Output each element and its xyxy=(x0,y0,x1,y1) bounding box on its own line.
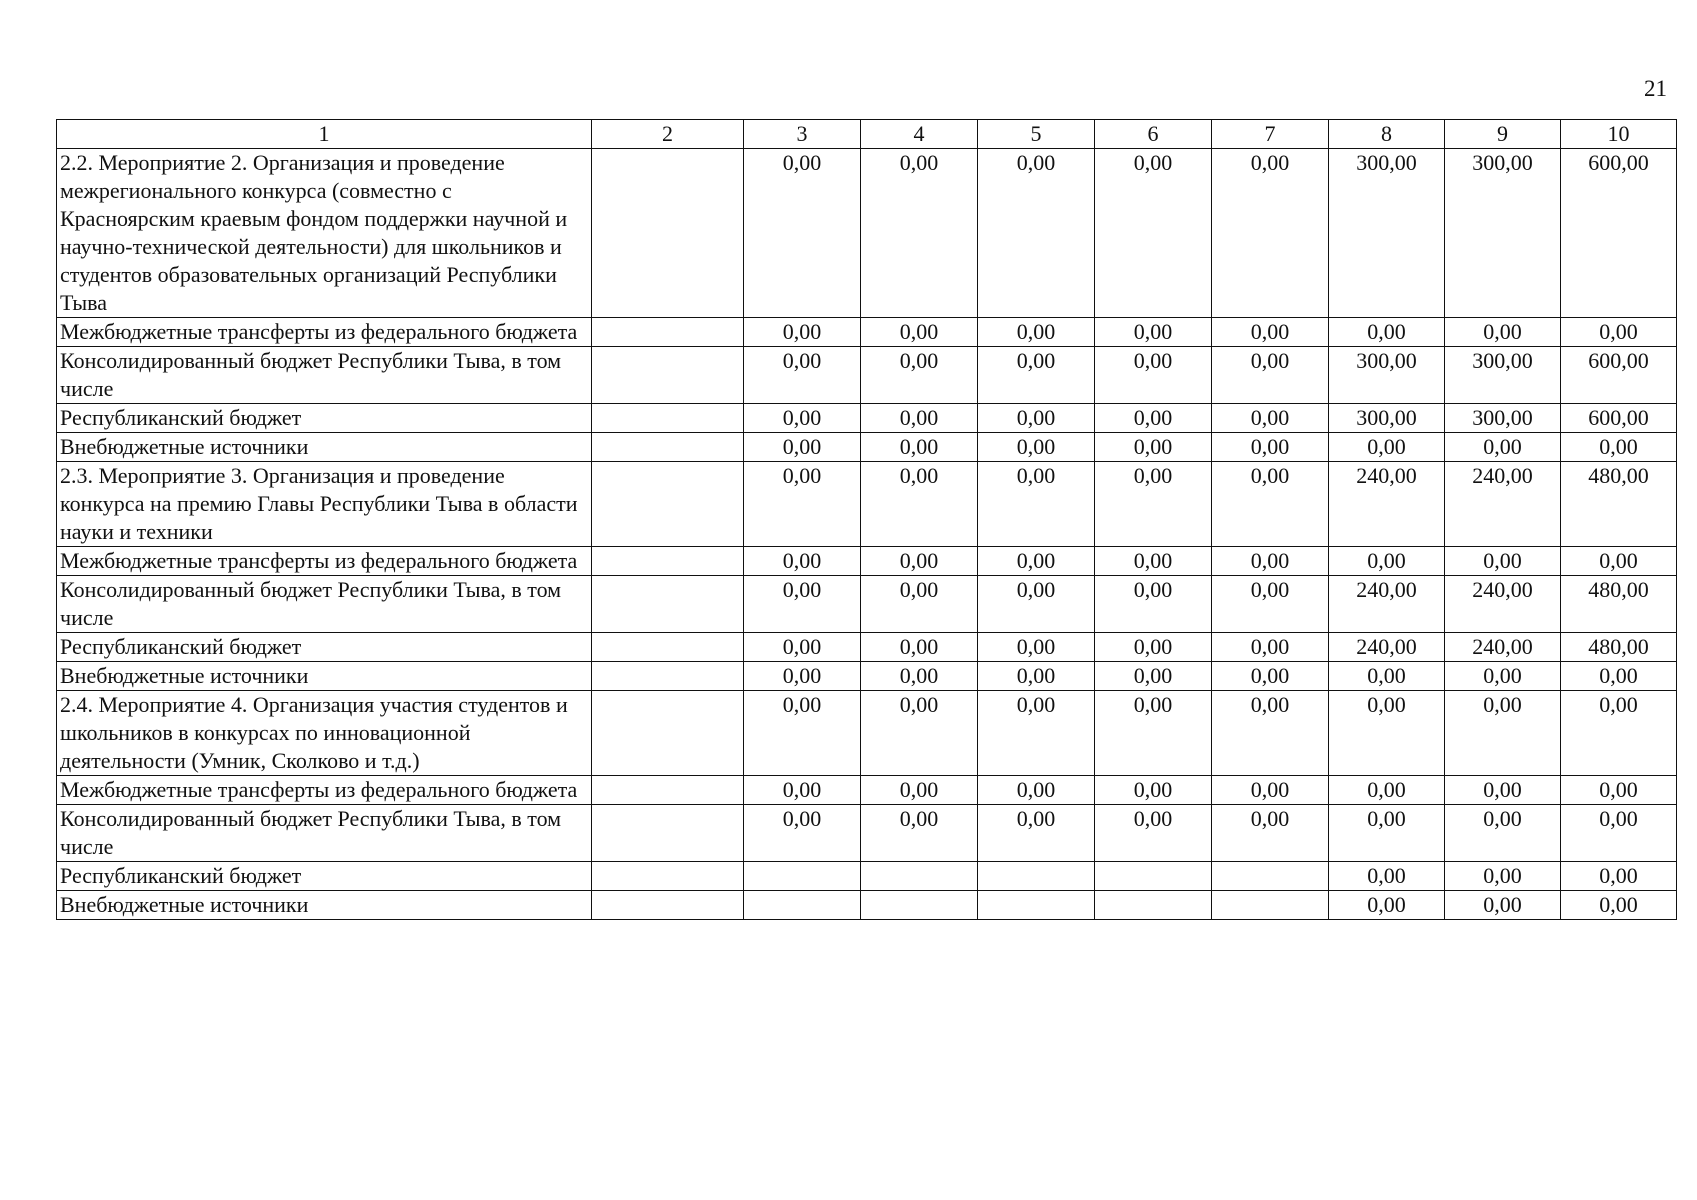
value-cell: 0,00 xyxy=(1212,404,1329,433)
column-header-2: 2 xyxy=(592,120,744,149)
value-cell: 0,00 xyxy=(1445,862,1561,891)
value-cell: 0,00 xyxy=(1445,691,1561,776)
column-2-cell xyxy=(592,433,744,462)
value-cell xyxy=(744,891,861,920)
value-cell: 0,00 xyxy=(1212,318,1329,347)
value-cell: 240,00 xyxy=(1445,576,1561,633)
value-cell: 0,00 xyxy=(978,576,1095,633)
value-cell: 0,00 xyxy=(1561,805,1677,862)
value-cell: 0,00 xyxy=(1212,433,1329,462)
value-cell: 0,00 xyxy=(978,404,1095,433)
column-2-cell xyxy=(592,347,744,404)
row-label: Консолидированный бюджет Республики Тыва, в том числе xyxy=(57,347,592,404)
row-label: Внебюджетные источники xyxy=(57,891,592,920)
value-cell: 0,00 xyxy=(861,149,978,318)
column-header-10: 10 xyxy=(1561,120,1677,149)
table-row xyxy=(57,805,1677,862)
value-cell xyxy=(1095,862,1212,891)
value-cell: 0,00 xyxy=(1095,347,1212,404)
value-cell: 0,00 xyxy=(1212,149,1329,318)
row-label: Консолидированный бюджет Республики Тыва, в том числе xyxy=(57,805,592,862)
value-cell: 0,00 xyxy=(744,691,861,776)
value-cell: 240,00 xyxy=(1445,633,1561,662)
value-cell: 0,00 xyxy=(1212,462,1329,547)
value-cell: 0,00 xyxy=(978,149,1095,318)
header-row xyxy=(57,120,1677,149)
table-row xyxy=(57,891,1677,920)
value-cell: 0,00 xyxy=(1212,633,1329,662)
value-cell: 0,00 xyxy=(1212,662,1329,691)
row-label: Республиканский бюджет xyxy=(57,633,592,662)
value-cell xyxy=(1095,891,1212,920)
value-cell: 0,00 xyxy=(1212,776,1329,805)
value-cell: 0,00 xyxy=(1561,318,1677,347)
value-cell: 0,00 xyxy=(1561,776,1677,805)
value-cell: 0,00 xyxy=(1095,633,1212,662)
value-cell: 0,00 xyxy=(861,691,978,776)
value-cell xyxy=(978,891,1095,920)
value-cell: 480,00 xyxy=(1561,576,1677,633)
column-2-cell xyxy=(592,862,744,891)
value-cell: 300,00 xyxy=(1329,149,1445,318)
value-cell: 0,00 xyxy=(744,347,861,404)
table-row xyxy=(57,462,1677,547)
table-row xyxy=(57,404,1677,433)
value-cell: 0,00 xyxy=(861,318,978,347)
value-cell: 0,00 xyxy=(1329,862,1445,891)
value-cell: 0,00 xyxy=(978,462,1095,547)
table-row xyxy=(57,547,1677,576)
value-cell: 240,00 xyxy=(1329,462,1445,547)
column-2-cell xyxy=(592,662,744,691)
value-cell: 0,00 xyxy=(744,462,861,547)
value-cell: 240,00 xyxy=(1445,462,1561,547)
value-cell: 0,00 xyxy=(1561,862,1677,891)
value-cell: 0,00 xyxy=(1095,462,1212,547)
value-cell: 240,00 xyxy=(1329,633,1445,662)
value-cell: 240,00 xyxy=(1329,576,1445,633)
column-2-cell xyxy=(592,776,744,805)
column-header-5: 5 xyxy=(978,120,1095,149)
value-cell: 0,00 xyxy=(978,547,1095,576)
value-cell: 0,00 xyxy=(861,433,978,462)
value-cell: 0,00 xyxy=(744,404,861,433)
value-cell: 0,00 xyxy=(1445,776,1561,805)
value-cell: 0,00 xyxy=(1095,547,1212,576)
value-cell: 0,00 xyxy=(744,633,861,662)
value-cell: 0,00 xyxy=(1212,547,1329,576)
value-cell: 0,00 xyxy=(744,149,861,318)
value-cell: 0,00 xyxy=(744,576,861,633)
value-cell: 0,00 xyxy=(744,662,861,691)
value-cell: 0,00 xyxy=(1561,662,1677,691)
value-cell: 0,00 xyxy=(978,633,1095,662)
value-cell: 0,00 xyxy=(1445,318,1561,347)
value-cell: 0,00 xyxy=(861,347,978,404)
value-cell: 480,00 xyxy=(1561,633,1677,662)
row-label: 2.2. Мероприятие 2. Организация и проведение межрегионального конкурса (совместно с Красноярским краевым фондом поддержки научной и научно-технической деятельности) для школьников и студентов образовательных организаций Республики Тыва xyxy=(57,149,592,318)
value-cell: 300,00 xyxy=(1329,347,1445,404)
value-cell: 600,00 xyxy=(1561,404,1677,433)
value-cell: 0,00 xyxy=(1329,318,1445,347)
page-number: 21 xyxy=(1644,76,1667,101)
value-cell: 0,00 xyxy=(1212,691,1329,776)
value-cell: 0,00 xyxy=(978,776,1095,805)
value-cell: 0,00 xyxy=(1329,662,1445,691)
value-cell: 0,00 xyxy=(1329,891,1445,920)
column-header-1: 1 xyxy=(57,120,592,149)
value-cell: 0,00 xyxy=(861,547,978,576)
value-cell: 0,00 xyxy=(744,547,861,576)
column-2-cell xyxy=(592,891,744,920)
column-header-4: 4 xyxy=(861,120,978,149)
value-cell: 0,00 xyxy=(744,776,861,805)
row-label: 2.3. Мероприятие 3. Организация и проведение конкурса на премию Главы Республики Тыва в области науки и техники xyxy=(57,462,592,547)
value-cell: 0,00 xyxy=(1095,691,1212,776)
value-cell: 0,00 xyxy=(1095,149,1212,318)
value-cell: 0,00 xyxy=(1445,433,1561,462)
value-cell: 0,00 xyxy=(978,318,1095,347)
table-row xyxy=(57,662,1677,691)
column-header-7: 7 xyxy=(1212,120,1329,149)
value-cell: 0,00 xyxy=(1561,433,1677,462)
row-label: Внебюджетные источники xyxy=(57,662,592,691)
value-cell: 300,00 xyxy=(1445,149,1561,318)
value-cell: 0,00 xyxy=(861,462,978,547)
column-2-cell xyxy=(592,576,744,633)
value-cell xyxy=(861,862,978,891)
table-row xyxy=(57,633,1677,662)
value-cell: 0,00 xyxy=(978,662,1095,691)
value-cell: 0,00 xyxy=(861,662,978,691)
value-cell: 0,00 xyxy=(1329,433,1445,462)
value-cell: 0,00 xyxy=(1095,433,1212,462)
value-cell: 0,00 xyxy=(744,318,861,347)
value-cell xyxy=(744,862,861,891)
table-body xyxy=(57,149,1677,920)
column-2-cell xyxy=(592,318,744,347)
value-cell: 300,00 xyxy=(1445,347,1561,404)
value-cell: 0,00 xyxy=(1212,805,1329,862)
value-cell: 0,00 xyxy=(861,576,978,633)
row-label: Республиканский бюджет xyxy=(57,404,592,433)
table-row xyxy=(57,149,1677,318)
budget-table xyxy=(56,119,1677,920)
value-cell: 0,00 xyxy=(1095,318,1212,347)
value-cell: 0,00 xyxy=(1329,776,1445,805)
column-2-cell xyxy=(592,149,744,318)
column-2-cell xyxy=(592,404,744,433)
column-header-9: 9 xyxy=(1445,120,1561,149)
value-cell: 0,00 xyxy=(1445,891,1561,920)
value-cell: 0,00 xyxy=(861,776,978,805)
value-cell: 0,00 xyxy=(1561,691,1677,776)
column-2-cell xyxy=(592,691,744,776)
row-label: Межбюджетные трансферты из федерального бюджета xyxy=(57,776,592,805)
value-cell: 0,00 xyxy=(861,404,978,433)
value-cell: 0,00 xyxy=(1445,547,1561,576)
column-header-3: 3 xyxy=(744,120,861,149)
row-label: Внебюджетные источники xyxy=(57,433,592,462)
table-row xyxy=(57,576,1677,633)
value-cell: 0,00 xyxy=(744,433,861,462)
table-row xyxy=(57,318,1677,347)
value-cell xyxy=(1212,862,1329,891)
value-cell: 480,00 xyxy=(1561,462,1677,547)
table-row xyxy=(57,776,1677,805)
column-header-6: 6 xyxy=(1095,120,1212,149)
row-label: Межбюджетные трансферты из федерального бюджета xyxy=(57,318,592,347)
value-cell: 0,00 xyxy=(1561,547,1677,576)
value-cell: 0,00 xyxy=(744,805,861,862)
table-row xyxy=(57,433,1677,462)
value-cell xyxy=(1212,891,1329,920)
value-cell: 0,00 xyxy=(978,433,1095,462)
value-cell: 0,00 xyxy=(1095,404,1212,433)
value-cell: 0,00 xyxy=(1095,776,1212,805)
value-cell: 300,00 xyxy=(1329,404,1445,433)
value-cell: 0,00 xyxy=(1095,576,1212,633)
value-cell: 0,00 xyxy=(861,633,978,662)
row-label: Консолидированный бюджет Республики Тыва, в том числе xyxy=(57,576,592,633)
value-cell: 0,00 xyxy=(978,805,1095,862)
row-label: Межбюджетные трансферты из федерального бюджета xyxy=(57,547,592,576)
value-cell: 0,00 xyxy=(1445,662,1561,691)
value-cell: 0,00 xyxy=(1212,576,1329,633)
value-cell: 0,00 xyxy=(978,691,1095,776)
column-header-8: 8 xyxy=(1329,120,1445,149)
table-row xyxy=(57,862,1677,891)
value-cell: 0,00 xyxy=(1329,691,1445,776)
value-cell: 600,00 xyxy=(1561,347,1677,404)
row-label: Республиканский бюджет xyxy=(57,862,592,891)
column-2-cell xyxy=(592,805,744,862)
table-row xyxy=(57,347,1677,404)
value-cell: 0,00 xyxy=(1561,891,1677,920)
value-cell: 0,00 xyxy=(1329,547,1445,576)
value-cell: 0,00 xyxy=(1095,805,1212,862)
value-cell: 0,00 xyxy=(978,347,1095,404)
value-cell: 0,00 xyxy=(861,805,978,862)
value-cell: 0,00 xyxy=(1095,662,1212,691)
value-cell: 300,00 xyxy=(1445,404,1561,433)
column-2-cell xyxy=(592,462,744,547)
row-label: 2.4. Мероприятие 4. Организация участия студентов и школьников в конкурсах по инновационной деятельности (Умник, Сколково и т.д.) xyxy=(57,691,592,776)
value-cell: 0,00 xyxy=(1212,347,1329,404)
value-cell: 600,00 xyxy=(1561,149,1677,318)
column-2-cell xyxy=(592,633,744,662)
value-cell xyxy=(861,891,978,920)
value-cell: 0,00 xyxy=(1329,805,1445,862)
column-2-cell xyxy=(592,547,744,576)
value-cell xyxy=(978,862,1095,891)
value-cell: 0,00 xyxy=(1445,805,1561,862)
table-row xyxy=(57,691,1677,776)
